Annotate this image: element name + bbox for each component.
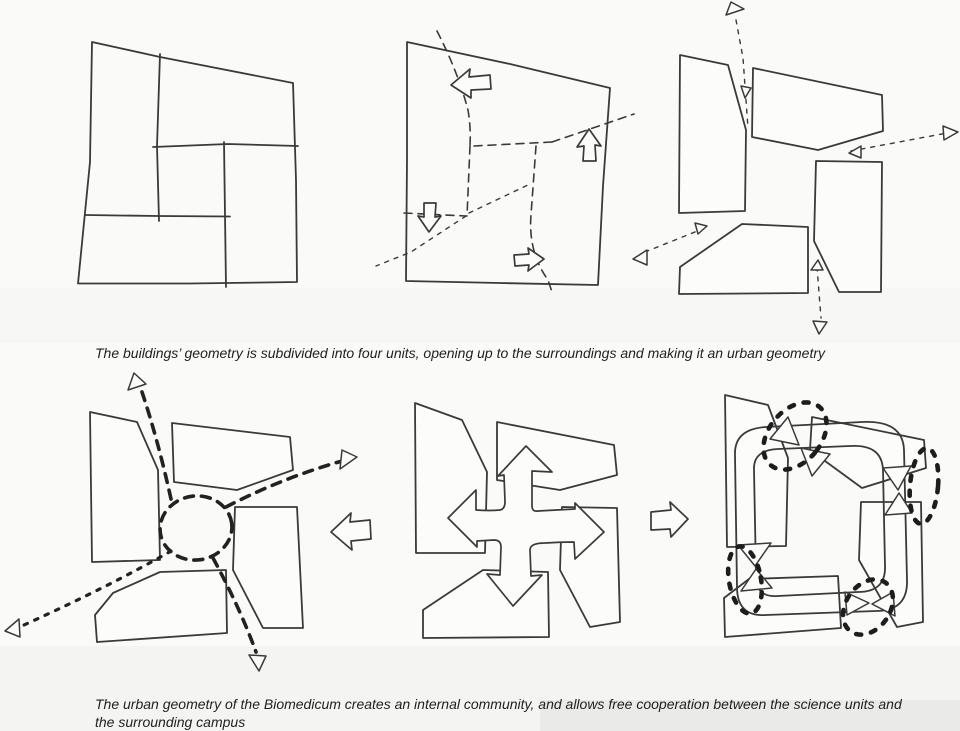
arrow-right-icon: [514, 248, 544, 271]
dashed-path-exit-lower-left: [376, 216, 466, 266]
dashed-flow-lower-left: [645, 230, 700, 252]
unit-block-top-left: [679, 55, 746, 213]
panel-subdivided-geometry: [78, 42, 298, 287]
dashed-path-mid-vertical: [467, 146, 470, 216]
panel-four-units-opened: [633, 2, 958, 334]
arrowhead-up-small-icon: [811, 260, 823, 270]
arrowhead-down-right-icon: [249, 655, 266, 671]
arrowhead-down-icon: [813, 321, 827, 334]
unit-block-bottom-right: [814, 161, 882, 292]
panel-cross-cooperation: [415, 403, 620, 638]
unit-block-top-right: [172, 423, 293, 490]
arrow-left-large-icon: [331, 513, 371, 550]
arrowhead-right-icon: [943, 126, 958, 140]
subdivision-line-horizontal-1: [153, 144, 298, 147]
arrowhead-down-small-icon: [741, 86, 751, 98]
arrowhead-up-right-icon: [340, 450, 357, 469]
arrowhead-down-left-icon: [5, 619, 20, 637]
panel-free-cooperation-ring: [723, 390, 941, 644]
subdivision-line-vertical-2: [224, 142, 226, 287]
arrow-left-icon: [451, 69, 491, 98]
unit-block-top-right: [810, 417, 926, 488]
unit-block-top-left: [90, 412, 160, 562]
block-outline: [406, 42, 610, 285]
unit-block-bottom: [95, 570, 227, 642]
caption-top-row: The buildings’ geometry is subdivided into four units, opening up to the surroundings and making it an urban geometry: [95, 345, 826, 361]
caption-bottom-row: The urban geometry of the Biomedicum creates an internal community, and allows free cooperation between the science units and the surrounding campus: [95, 696, 902, 730]
arrow-up-icon: [577, 129, 601, 161]
dashed-path-right-vertical: [531, 146, 552, 292]
arrow-right-large-icon: [651, 502, 688, 537]
subdivision-line-horizontal-2: [85, 215, 230, 217]
arrowhead-up-left-icon: [128, 373, 146, 390]
subdivision-line-vertical-1: [157, 54, 160, 221]
panel-open-circulation: [376, 31, 634, 292]
block-outline: [78, 42, 297, 284]
arrow-down-icon: [418, 203, 441, 232]
unit-block-top-right: [752, 68, 883, 150]
arrowhead-lower-left-icon: [633, 250, 647, 265]
dashed-flow-bottom: [817, 267, 821, 318]
dashed-path-mid-horizontal: [474, 142, 552, 146]
unit-block-right: [233, 507, 303, 628]
arrowhead-up-right-small-icon: [695, 223, 707, 234]
arrowhead-up-left-icon: [726, 2, 744, 15]
exchange-arrows-bottom-right: [845, 592, 895, 616]
arrowhead-left-small-icon: [849, 146, 861, 158]
dashed-path-diagonal-short: [469, 184, 530, 213]
panel-internal-community: [5, 373, 357, 671]
